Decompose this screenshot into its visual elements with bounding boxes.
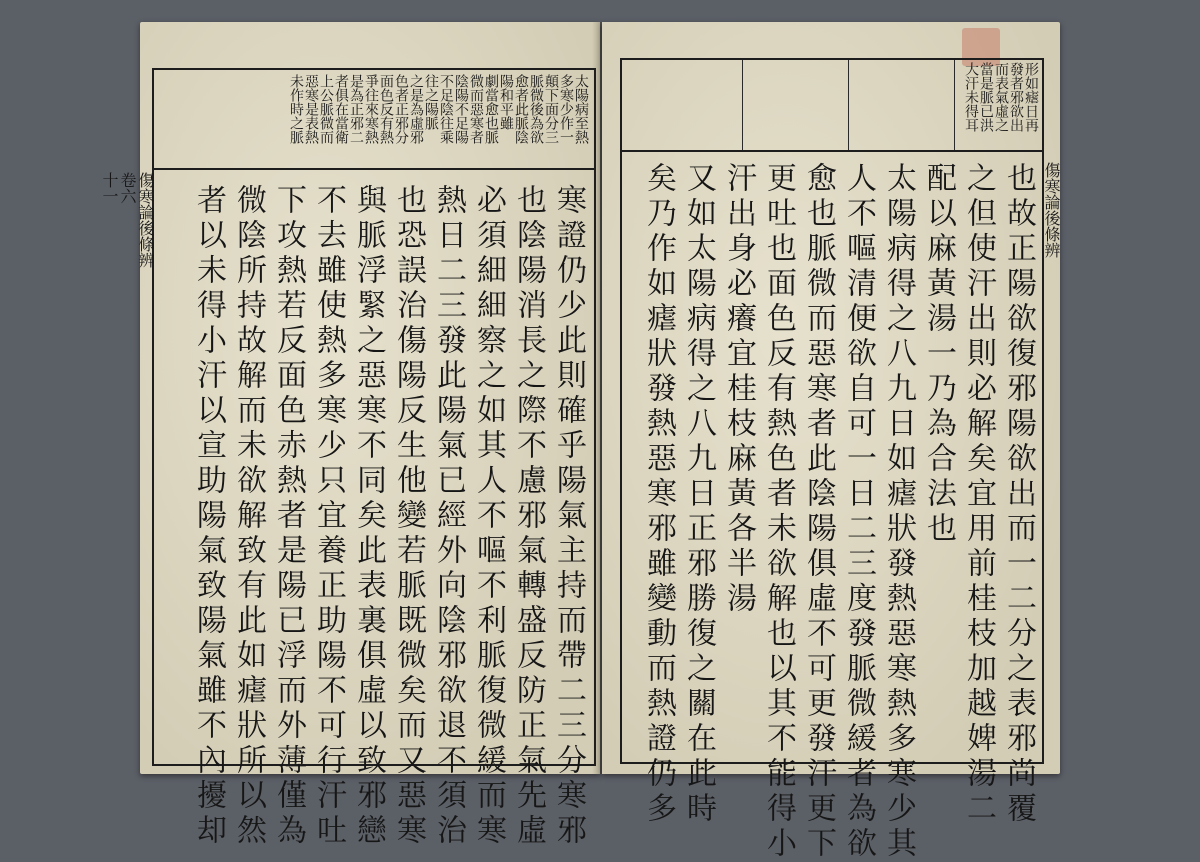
headnote-column: 大汗未得耳: [963, 62, 979, 132]
right-page-margin-title: [1042, 162, 1060, 462]
left-headnote-block: [160, 74, 588, 166]
text-column: 必須細細察之如其人不嘔不利脈復微緩而寒: [471, 184, 506, 849]
headnote-column: 多寒少作一: [558, 74, 574, 144]
headnote-column: 之是為虛邪: [408, 74, 424, 144]
left-page: [100, 22, 600, 849]
text-column: 與脈浮緊之惡寒不同矣此表裏俱虛以致邪戀: [351, 184, 386, 849]
open-book: [100, 22, 1061, 862]
right-headnote-divider: [620, 150, 1042, 152]
headnote-column: 惡寒是表熱: [303, 74, 319, 144]
text-column: 熱日二三發此陽氣已經外向陰邪欲退不須治: [431, 184, 466, 849]
text-column: 配以麻黃湯一乃為合法也: [921, 162, 956, 547]
text-column: 又如太陽病得之八九日正邪勝復之關在此時: [681, 162, 716, 827]
text-column: 愈也脈微而惡寒者此陰陽俱虛不可更發汗更下: [801, 162, 836, 862]
headnote-column: 是為正邪二: [348, 74, 364, 144]
headnote-column: 而表氣虛之: [993, 62, 1009, 132]
text-column: 之但使汗出則必解矣宜用前桂枝加越婢湯二: [961, 162, 996, 827]
headnote-column: 陰陽不足陽: [453, 74, 469, 144]
headnote-column: 者俱在當衛: [333, 74, 349, 144]
text-column: 寒證仍少此則確乎陽氣主持而帶二三分寒邪: [551, 184, 586, 849]
right-main-text: [630, 162, 1038, 862]
headnote-column: 往之陽脈: [423, 74, 439, 130]
margin-title: 傷寒論後條辨: [136, 172, 155, 268]
text-column: 汗出身必癢宜桂枝麻黃各半湯: [721, 162, 756, 617]
headnote-column: 太陽病至熱: [573, 74, 589, 144]
left-main-text: [170, 184, 588, 849]
headnote-column: 形如瘧日再: [1023, 62, 1039, 132]
headnote-column: 色者正邪分: [393, 74, 409, 144]
text-column: 下攻熱若反面色赤熱者是陽已浮而外薄僅為: [271, 184, 306, 849]
text-column: 不去雖使熱多寒少只宜養正助陽不可行汗吐: [311, 184, 346, 849]
left-page-margin-title: [100, 172, 155, 752]
headnote-column: 未作時之脈: [288, 74, 304, 144]
text-column: 微陰所持故解而未欲解致有此如瘧狀所以然: [231, 184, 266, 849]
headnote-column: 顛下面分三: [543, 74, 559, 144]
text-column: 矣乃作如瘧狀發熱惡寒邪雖變動而熱證仍多: [641, 162, 676, 827]
headnote-column: 爭往來寒熱: [363, 74, 379, 144]
headnote-column: 不足陰往乘: [438, 74, 454, 144]
headnote-column: 微而惡寒者: [468, 74, 484, 144]
left-headnote-divider: [152, 168, 594, 170]
right-headnote-block: [962, 62, 1038, 148]
text-column: 更吐也面色反有熱色者未欲解也以其不能得小: [761, 162, 796, 862]
headnote-column: 發者邪欲出: [1008, 62, 1024, 132]
margin-title: 卷六: [118, 172, 137, 204]
headnote-column: 脈微後為欲: [528, 74, 544, 144]
headnote-box-line: [954, 60, 955, 150]
headnote-box-line: [742, 60, 743, 150]
text-column: 也陰陽消長之際不慮邪氣轉盛反防正氣先虛: [511, 184, 546, 849]
text-column: 也恐誤治傷陽反生他變若脈既微矣而又惡寒: [391, 184, 426, 849]
headnote-box-line: [848, 60, 849, 150]
text-column: 太陽病得之八九日如瘧狀發熱惡寒熱多寒少其: [881, 162, 916, 862]
right-page: [602, 22, 1061, 862]
text-column: 者以未得小汗以宣助陽氣致陽氣雖不內擾却: [191, 184, 226, 849]
text-column: 也故正陽欲復邪陽欲出而一二分之表邪尚覆: [1001, 162, 1036, 827]
headnote-column: 上公脈微而: [318, 74, 334, 144]
headnote-column: 當是脈已洪: [978, 62, 994, 132]
margin-title: 十一: [100, 172, 119, 204]
headnote-column: 面色反有熱: [378, 74, 394, 144]
text-column: 人不嘔清便欲自可一日二三度發脈微緩者為欲: [841, 162, 876, 862]
headnote-column: 劇當愈也脈: [483, 74, 499, 144]
headnote-column: 陽和平雖: [498, 74, 514, 130]
margin-title: 傷寒論後條辨: [1042, 162, 1061, 258]
headnote-column: 愈者此脈陰: [513, 74, 529, 144]
